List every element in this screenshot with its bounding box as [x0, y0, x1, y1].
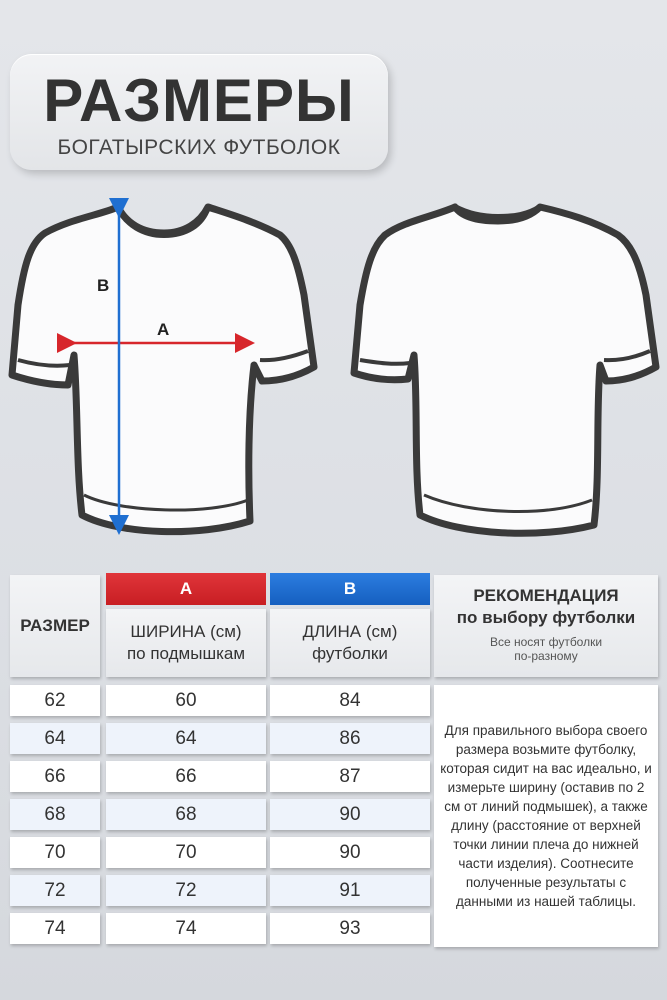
recommendation-note-line2: по-разному — [514, 649, 578, 663]
table-row-length: 91 — [270, 875, 430, 906]
col-b-header — [270, 609, 430, 677]
recommendation-note-line1: Все носят футболки — [489, 635, 603, 649]
table-row-width: 74 — [106, 913, 266, 944]
table-row-size: 74 — [10, 913, 100, 944]
col-a-badge: A — [106, 573, 266, 605]
table-row-length: 90 — [270, 837, 430, 868]
table-row-width: 68 — [106, 799, 266, 830]
title-panel — [10, 54, 388, 170]
recommendation-title — [434, 585, 658, 629]
table-row-length: 86 — [270, 723, 430, 754]
col-b-badge: B — [270, 573, 430, 605]
col-a-subtitle: по подмышкам — [126, 644, 246, 663]
col-b-title: ДЛИНА (см) — [302, 622, 398, 641]
recommendation-header — [434, 575, 658, 677]
table-row-length: 84 — [270, 685, 430, 716]
recommendation-title-line2: по выбору футболки — [456, 608, 636, 627]
tshirt-back-icon — [354, 207, 656, 533]
table-row-width: 64 — [106, 723, 266, 754]
tshirt-diagram — [0, 195, 667, 545]
measure-a-label: A — [157, 320, 170, 339]
size-header: РАЗМЕР — [10, 575, 100, 677]
table-row-size: 62 — [10, 685, 100, 716]
table-row-width: 60 — [106, 685, 266, 716]
table-row-length: 93 — [270, 913, 430, 944]
col-a-header — [106, 609, 266, 677]
recommendation-title-line1: РЕКОМЕНДАЦИЯ — [473, 586, 619, 605]
table-row-size: 70 — [10, 837, 100, 868]
table-row-width: 66 — [106, 761, 266, 792]
col-b-subtitle: футболки — [312, 644, 388, 663]
table-row-length: 87 — [270, 761, 430, 792]
measure-b-label: B — [97, 276, 110, 295]
table-row-size: 72 — [10, 875, 100, 906]
table-row-size: 66 — [10, 761, 100, 792]
table-row-length: 90 — [270, 799, 430, 830]
page-subtitle: БОГАТЫРСКИХ ФУТБОЛОК — [57, 136, 341, 159]
col-a-title: ШИРИНА (см) — [130, 622, 242, 641]
recommendation-note — [434, 635, 658, 663]
table-row-width: 70 — [106, 837, 266, 868]
page-title: РАЗМЕРЫ — [43, 67, 355, 134]
table-row-width: 72 — [106, 875, 266, 906]
tshirt-front-icon — [12, 207, 314, 532]
table-row-size: 64 — [10, 723, 100, 754]
recommendation-text: Для правильного выбора своего размера возьмите футболку, которая сидит на вас идеально, и измерьте ширину (оставив по 2 см от линий подмышек), а также длину (расстояние от верхней точки линии плеча до нижней части изделия). Соотнесите полученные результаты с данными из нашей таблицы. — [434, 685, 658, 947]
table-row-size: 68 — [10, 799, 100, 830]
